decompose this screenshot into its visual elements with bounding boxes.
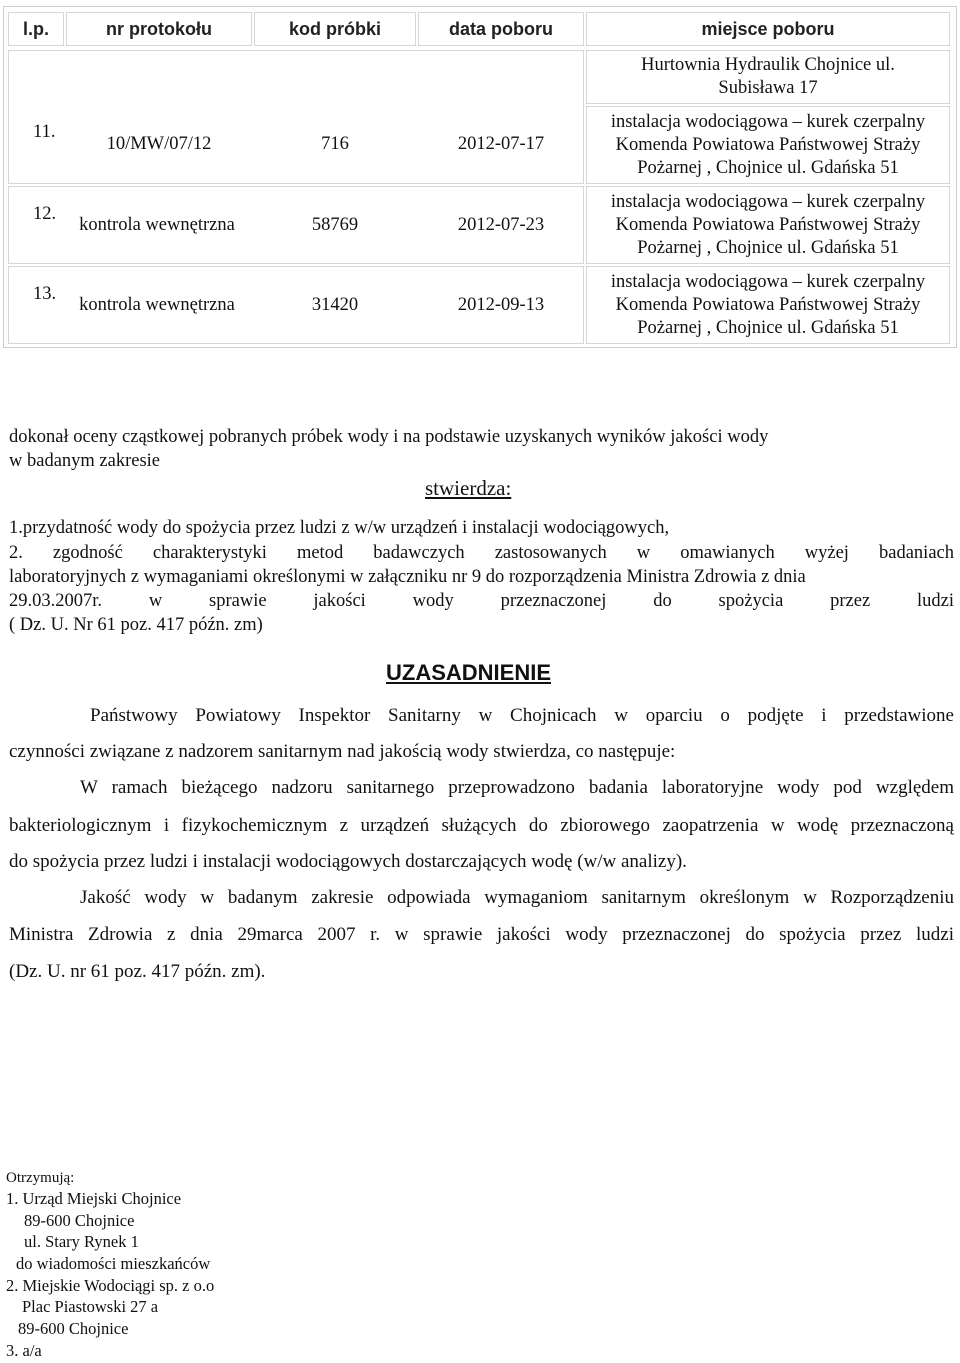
place-line: instalacja wodociągowa – kurek czerpalny [610, 271, 926, 292]
uzasadnienie-heading: UZASADNIENIE [386, 660, 552, 685]
header-protocol [66, 12, 252, 46]
table-cell-protocol: 10/MW/07/12 [106, 133, 212, 154]
finding-2-line-1: 2. zgodność charakterystyki metod badawczych zastosowanych w omawianych wyżej badaniach [9, 543, 954, 563]
place-line: instalacja wodociągowa – kurek czerpalny [610, 111, 926, 132]
header-place-label: miejsce poboru [701, 18, 835, 39]
header-protocol-label: nr protokołu [106, 18, 212, 39]
finding-2-line-3: 29.03.2007r. w sprawie jakości wody przeznaczonej do spożycia przez ludzi [9, 591, 954, 611]
table-cell-sample-code: 58769 [311, 214, 359, 235]
place-line: Pożarnej , Chojnice ul. Gdańska 51 [637, 157, 899, 178]
justification-p2-line-3: do spożycia przez ludzi i instalacji wodociągowych dostarczających wodę (w/w analizy). [9, 851, 687, 872]
header-lp-label: l.p. [23, 18, 49, 39]
recipient-line: Plac Piastowski 27 a [22, 1297, 159, 1316]
recipient-line: 2. Miejskie Wodociągi sp. z o.o [6, 1276, 215, 1295]
header-sample-code-label: kod próbki [288, 18, 381, 39]
table-cell-protocol: kontrola wewnętrzna [79, 294, 235, 315]
justification-p2-line-1: W ramach bieżącego nadzoru sanitarnego przeprowadzono badania laboratoryjne wody pod względem [80, 777, 954, 798]
finding-2-line-4: ( Dz. U. Nr 61 poz. 417 późn. zm) [9, 615, 263, 635]
table-cell-place [586, 186, 950, 264]
header-lp [8, 12, 64, 46]
recipient-line: 89-600 Chojnice [18, 1319, 129, 1338]
table-cell-lp: 12. [33, 204, 57, 224]
place-line: Komenda Powiatowa Państwowej Straży [615, 214, 921, 235]
table-cell-lp: 13. [33, 284, 57, 304]
place-line: Pożarnej , Chojnice ul. Gdańska 51 [637, 237, 899, 258]
place-line: Subisława 17 [718, 78, 818, 98]
finding-1: 1.przydatność wody do spożycia przez ludzi z w/w urządzeń i instalacji wodociągowych, [9, 518, 670, 538]
table-cell-place [586, 266, 950, 344]
justification-p3-line-3: (Dz. U. nr 61 poz. 417 późn. zm). [9, 961, 266, 982]
table-cell-sample-code: 716 [321, 133, 349, 154]
header-sample-code [254, 12, 416, 46]
table-cell-place [586, 106, 950, 184]
intro-line-1: dokonał oceny cząstkowej pobranych próbek wody i na podstawie uzyskanych wyników jakości wody [9, 427, 769, 447]
recipient-line: 89-600 Chojnice [24, 1211, 135, 1230]
table-row-blank [8, 50, 584, 104]
recipient-line: ul. Stary Rynek 1 [24, 1232, 139, 1251]
justification-p3-line-2: Ministra Zdrowia z dnia 29marca 2007 r. w sprawie jakości wody przeznaczonej do spożycia przez ludzi [9, 924, 954, 945]
recipient-line: 1. Urząd Miejski Chojnice [6, 1189, 182, 1208]
place-line: Komenda Powiatowa Państwowej Straży [615, 294, 921, 315]
table-cell-date: 2012-09-13 [457, 294, 545, 315]
justification-p3-line-1: Jakość wody w badanym zakresie odpowiada wymaganiom sanitarnym określonym w Rozporządzeniu [80, 887, 954, 908]
table-cell-lp: 11. [33, 122, 56, 142]
table-cell-place [586, 50, 950, 104]
table-cell-sample-code: 31420 [311, 294, 359, 315]
table-cell-protocol: kontrola wewnętrzna [79, 214, 235, 235]
header-date-label: data poboru [449, 18, 553, 39]
place-line: instalacja wodociągowa – kurek czerpalny [610, 191, 926, 212]
justification-p2-line-2: bakteriologicznym i fizykochemicznym z urządzeń służących do zbiorowego zaopatrzenia w wodę przeznaczoną [9, 815, 954, 836]
header-date [418, 12, 584, 46]
place-line: Pożarnej , Chojnice ul. Gdańska 51 [637, 317, 899, 338]
place-line: Hurtownia Hydraulik Chojnice ul. [641, 55, 895, 75]
header-place [586, 12, 950, 46]
recipient-line: 3. a/a [6, 1341, 42, 1360]
finding-2-line-2: laboratoryjnych z wymaganiami określonymi w załączniku nr 9 do rozporządzenia Ministra Zdrowia z dnia [9, 567, 806, 587]
intro-line-2: w badanym zakresie [9, 451, 161, 471]
table-cell-date: 2012-07-17 [457, 133, 545, 154]
table-cell-date: 2012-07-23 [457, 214, 545, 235]
place-line: Komenda Powiatowa Państwowej Straży [615, 134, 921, 155]
recipients-title: Otrzymują: [6, 1170, 75, 1186]
recipient-line: do wiadomości mieszkańców [16, 1254, 211, 1273]
stwierdza-heading: stwierdza: [425, 476, 512, 500]
justification-p1-line-2: czynności związane z nadzorem sanitarnym nad jakością wody stwierdza, co następuje: [9, 741, 676, 762]
justification-p1-line-1: Państwowy Powiatowy Inspektor Sanitarny w Chojnicach w oparciu o podjęte i przedstawione [90, 705, 954, 726]
